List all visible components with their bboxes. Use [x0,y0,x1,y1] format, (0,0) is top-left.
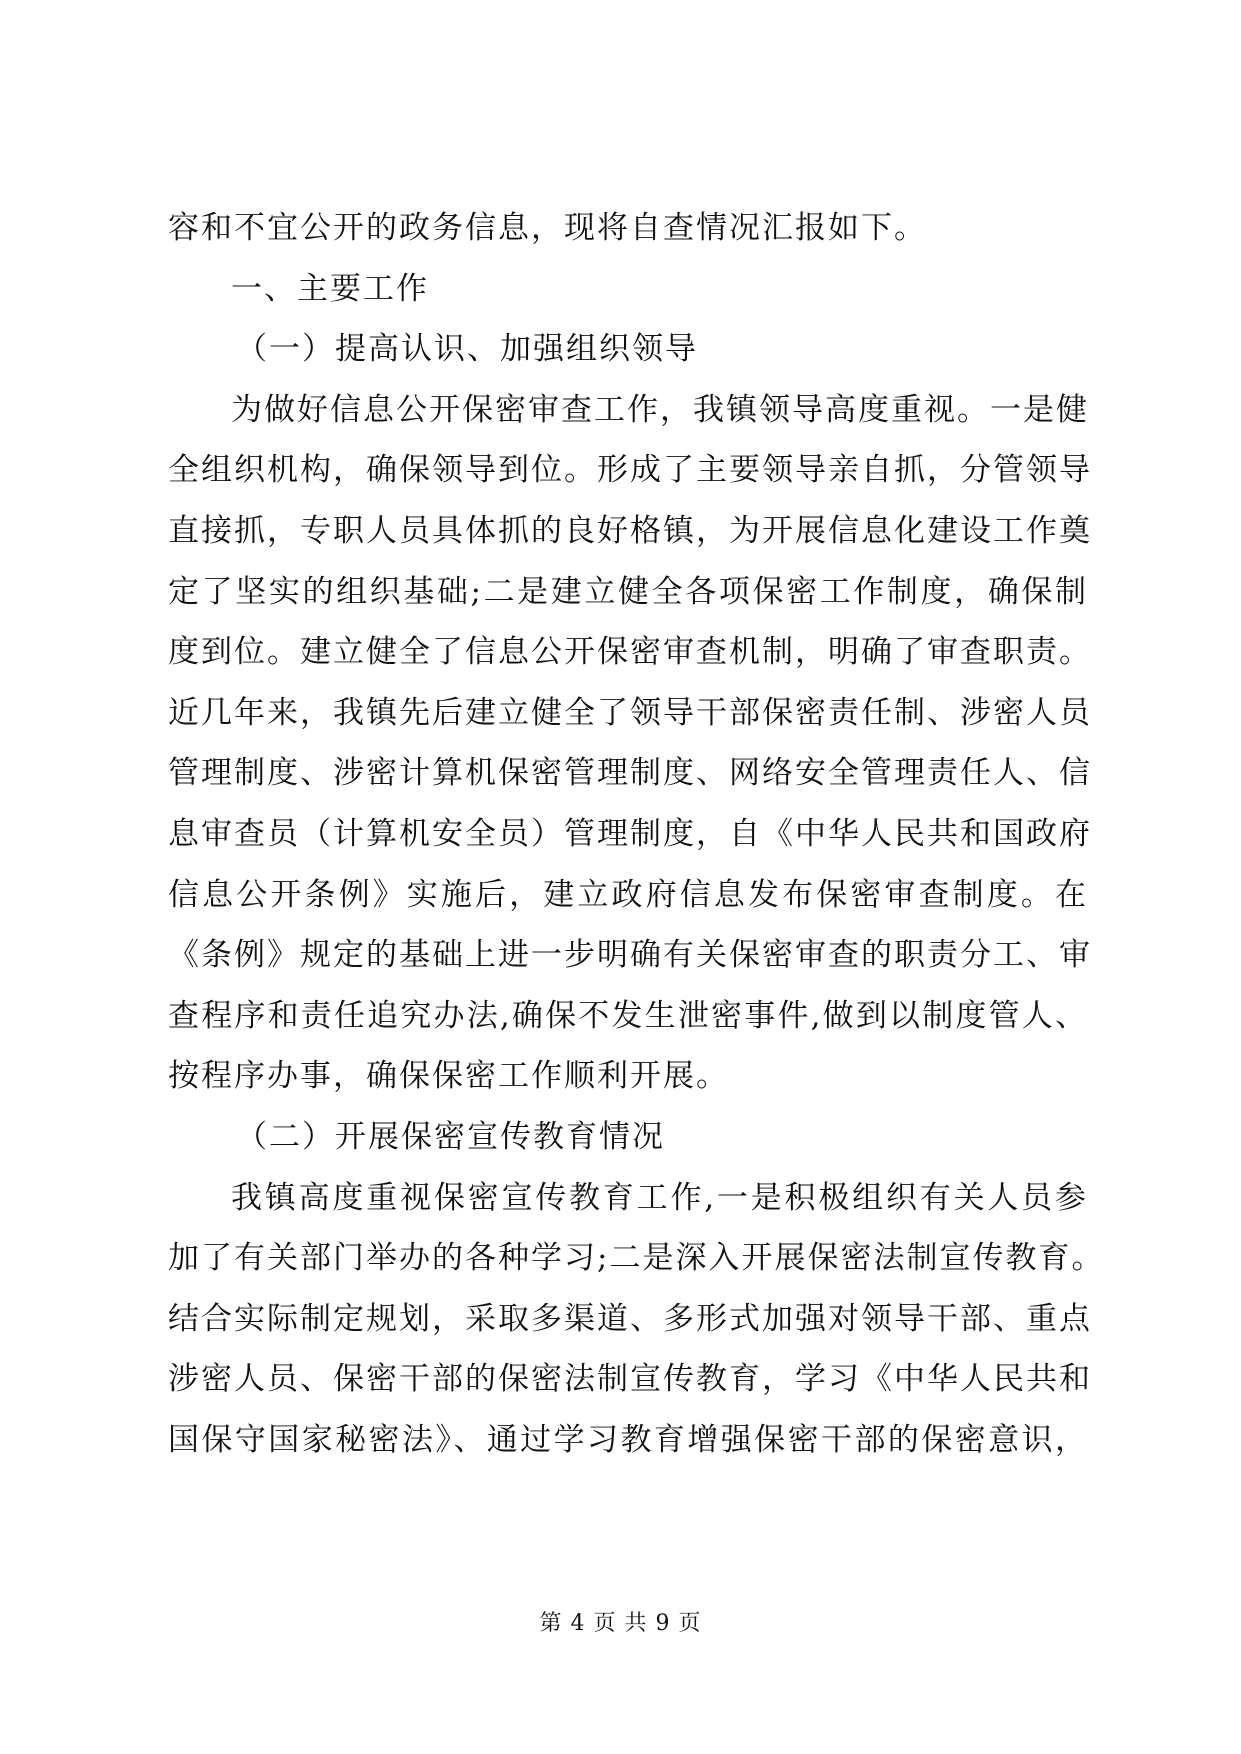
document-body [168,198,1105,1470]
paragraph-line: 全组织机构，确保领导到位。形成了主要领导亲自抓，分管领导 [168,452,1092,489]
page-number-footer: 第 4 页 共 9 页 [539,1611,702,1636]
paragraph-line: 定了坚实的组织基础;二是建立健全各项保密工作制度，确保制 [168,573,1088,610]
paragraph-line: 国保守国家秘密法》、通过学习教育增强保密干部的保密意识， [168,1421,1088,1458]
paragraph-line: 近几年来，我镇先后建立健全了领导干部保密责任制、涉密人员 [168,694,1092,731]
section-heading: 一、主要工作 [231,270,429,307]
paragraph-line: 管理制度、涉密计算机保密管理制度、网络安全管理责任人、信 [168,755,1092,792]
paragraph-line: 我镇高度重视保密宣传教育工作,一是积极组织有关人员参 [231,1179,1088,1216]
paragraph-line: 息审查员（计算机安全员）管理制度，自《中华人民共和国政府 [168,815,1092,852]
paragraph-line: 按程序办事，确保保密工作顺利开展。 [168,1058,729,1095]
paragraph-line: 加了有关部门举办的各种学习;二是深入开展保密法制宣传教育。 [168,1240,1105,1277]
subsection-heading: （一）提高认识、加强组织领导 [236,331,698,368]
paragraph-line: 容和不宜公开的政务信息，现将自查情况汇报如下。 [168,210,927,246]
paragraph-line: 结合实际制定规划，采取多渠道、多形式加强对领导干部、重点 [168,1300,1092,1337]
paragraph-line: 信息公开条例》实施后，建立政府信息发布保密审查制度。在 [168,876,1088,913]
subsection-heading: （二）开展保密宣传教育情况 [236,1118,665,1155]
paragraph-line: 为做好信息公开保密审查工作，我镇领导高度重视。一是健 [231,391,1089,428]
paragraph-line: 直接抓，专职人员具体抓的良好格镇，为开展信息化建设工作奠 [168,512,1092,549]
paragraph-line: 《条例》规定的基础上进一步明确有关保密审查的职责分工、审 [168,937,1092,974]
paragraph-line: 度到位。建立健全了信息公开保密审查机制，明确了审查职责。 [168,634,1092,671]
paragraph-line: 查程序和责任追究办法,确保不发生泄密事件,做到以制度管人、 [168,997,1088,1034]
paragraph-line: 涉密人员、保密干部的保密法制宣传教育，学习《中华人民共和 [168,1361,1092,1398]
